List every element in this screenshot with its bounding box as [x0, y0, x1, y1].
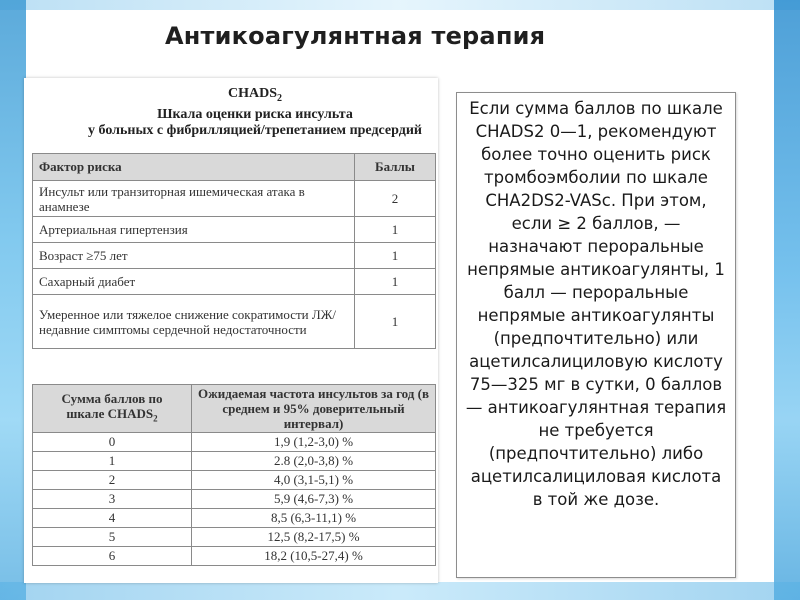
score-cell: 6: [33, 547, 192, 566]
table-row: [33, 181, 436, 217]
score-cell: 5: [33, 528, 192, 547]
table-row: [33, 471, 436, 490]
risk-factor-cell: Инсульт или транзиторная ишемическая атака в анамнезе: [33, 181, 355, 217]
points-cell: 1: [355, 269, 436, 295]
frequency-cell: 4,0 (3,1-5,1) %: [192, 471, 436, 490]
risk-factor-header: Фактор риска: [33, 154, 355, 181]
table-row: [33, 528, 436, 547]
score-cell: 3: [33, 490, 192, 509]
score-cell: 4: [33, 509, 192, 528]
score-sum-header-line2: шкале CHADS: [66, 405, 154, 421]
frequency-header: Ожидаемая частота инсультов за год (в среднем и 95% доверительный интервал): [192, 385, 436, 433]
table-row: [33, 452, 436, 471]
risk-factor-cell: Умеренное или тяжелое снижение сократимости ЛЖ/ недавние симптомы сердечной недостаточности: [33, 295, 355, 349]
frequency-cell: 1,9 (1,2-3,0) %: [192, 433, 436, 452]
decorative-frame-bottom: [0, 582, 800, 600]
chads-scale-title: [48, 86, 462, 139]
points-cell: 1: [355, 243, 436, 269]
frequency-cell: 5,9 (4,6-7,3) %: [192, 490, 436, 509]
table-row: [33, 547, 436, 566]
table-row: [33, 509, 436, 528]
chads-scale-panel: [24, 78, 438, 583]
table-row: [33, 490, 436, 509]
chads-title-sub: 2: [277, 92, 282, 104]
score-cell: 1: [33, 452, 192, 471]
risk-factor-cell: Возраст ≥75 лет: [33, 243, 355, 269]
chads-title-main: CHADS: [227, 86, 277, 101]
points-header: Баллы: [355, 154, 436, 181]
score-cell: 2: [33, 471, 192, 490]
score-cell: 0: [33, 433, 192, 452]
stroke-frequency-table: [32, 384, 436, 566]
page-title: Антикоагулянтная терапия: [165, 22, 546, 50]
points-cell: 1: [355, 217, 436, 243]
frequency-cell: 2.8 (2,0-3,8) %: [192, 452, 436, 471]
score-sum-header-sub: 2: [153, 413, 158, 424]
table-row: [33, 243, 436, 269]
risk-factor-cell: Сахарный диабет: [33, 269, 355, 295]
frequency-cell: 18,2 (10,5-27,4) %: [192, 547, 436, 566]
table-row: [33, 295, 436, 349]
table-row: [33, 269, 436, 295]
risk-factor-cell: Артериальная гипертензия: [33, 217, 355, 243]
recommendation-text: Если сумма баллов по шкале CHADS2 0—1, рекомендуют более точно оценить риск тромбоэмболии по шкале CHA2DS2-VASc. При этом, если ≥ 2 баллов, — назначают пероральные непрямые антикоагулянты, 1 балл — пероральные непрямые антикоагулянты (предпочтительно) или ацетилсалициловую кислоту 75—325 мг в сутки, 0 баллов — антикоагулянтная терапия не требуется (предпочтительно) либо ацетилсалициловая кислота в той же дозе.: [465, 99, 727, 509]
decorative-frame-right: [774, 0, 800, 600]
points-cell: 1: [355, 295, 436, 349]
table-row: [33, 433, 436, 452]
frequency-cell: 8,5 (6,3-11,1) %: [192, 509, 436, 528]
recommendation-text-box: [456, 92, 736, 578]
points-cell: 2: [355, 181, 436, 217]
chads-title-line3: у больных с фибрилляцией/трепетанием предсердий: [88, 122, 422, 138]
score-sum-header-line1: Сумма баллов по: [61, 390, 163, 406]
risk-factor-table: [32, 153, 436, 349]
score-sum-header: [33, 385, 192, 433]
chads-title-line2: Шкала оценки риска инсульта: [157, 106, 353, 122]
decorative-frame-top: [0, 0, 800, 10]
frequency-cell: 12,5 (8,2-17,5) %: [192, 528, 436, 547]
table-row: [33, 217, 436, 243]
decorative-frame-left: [0, 0, 26, 600]
